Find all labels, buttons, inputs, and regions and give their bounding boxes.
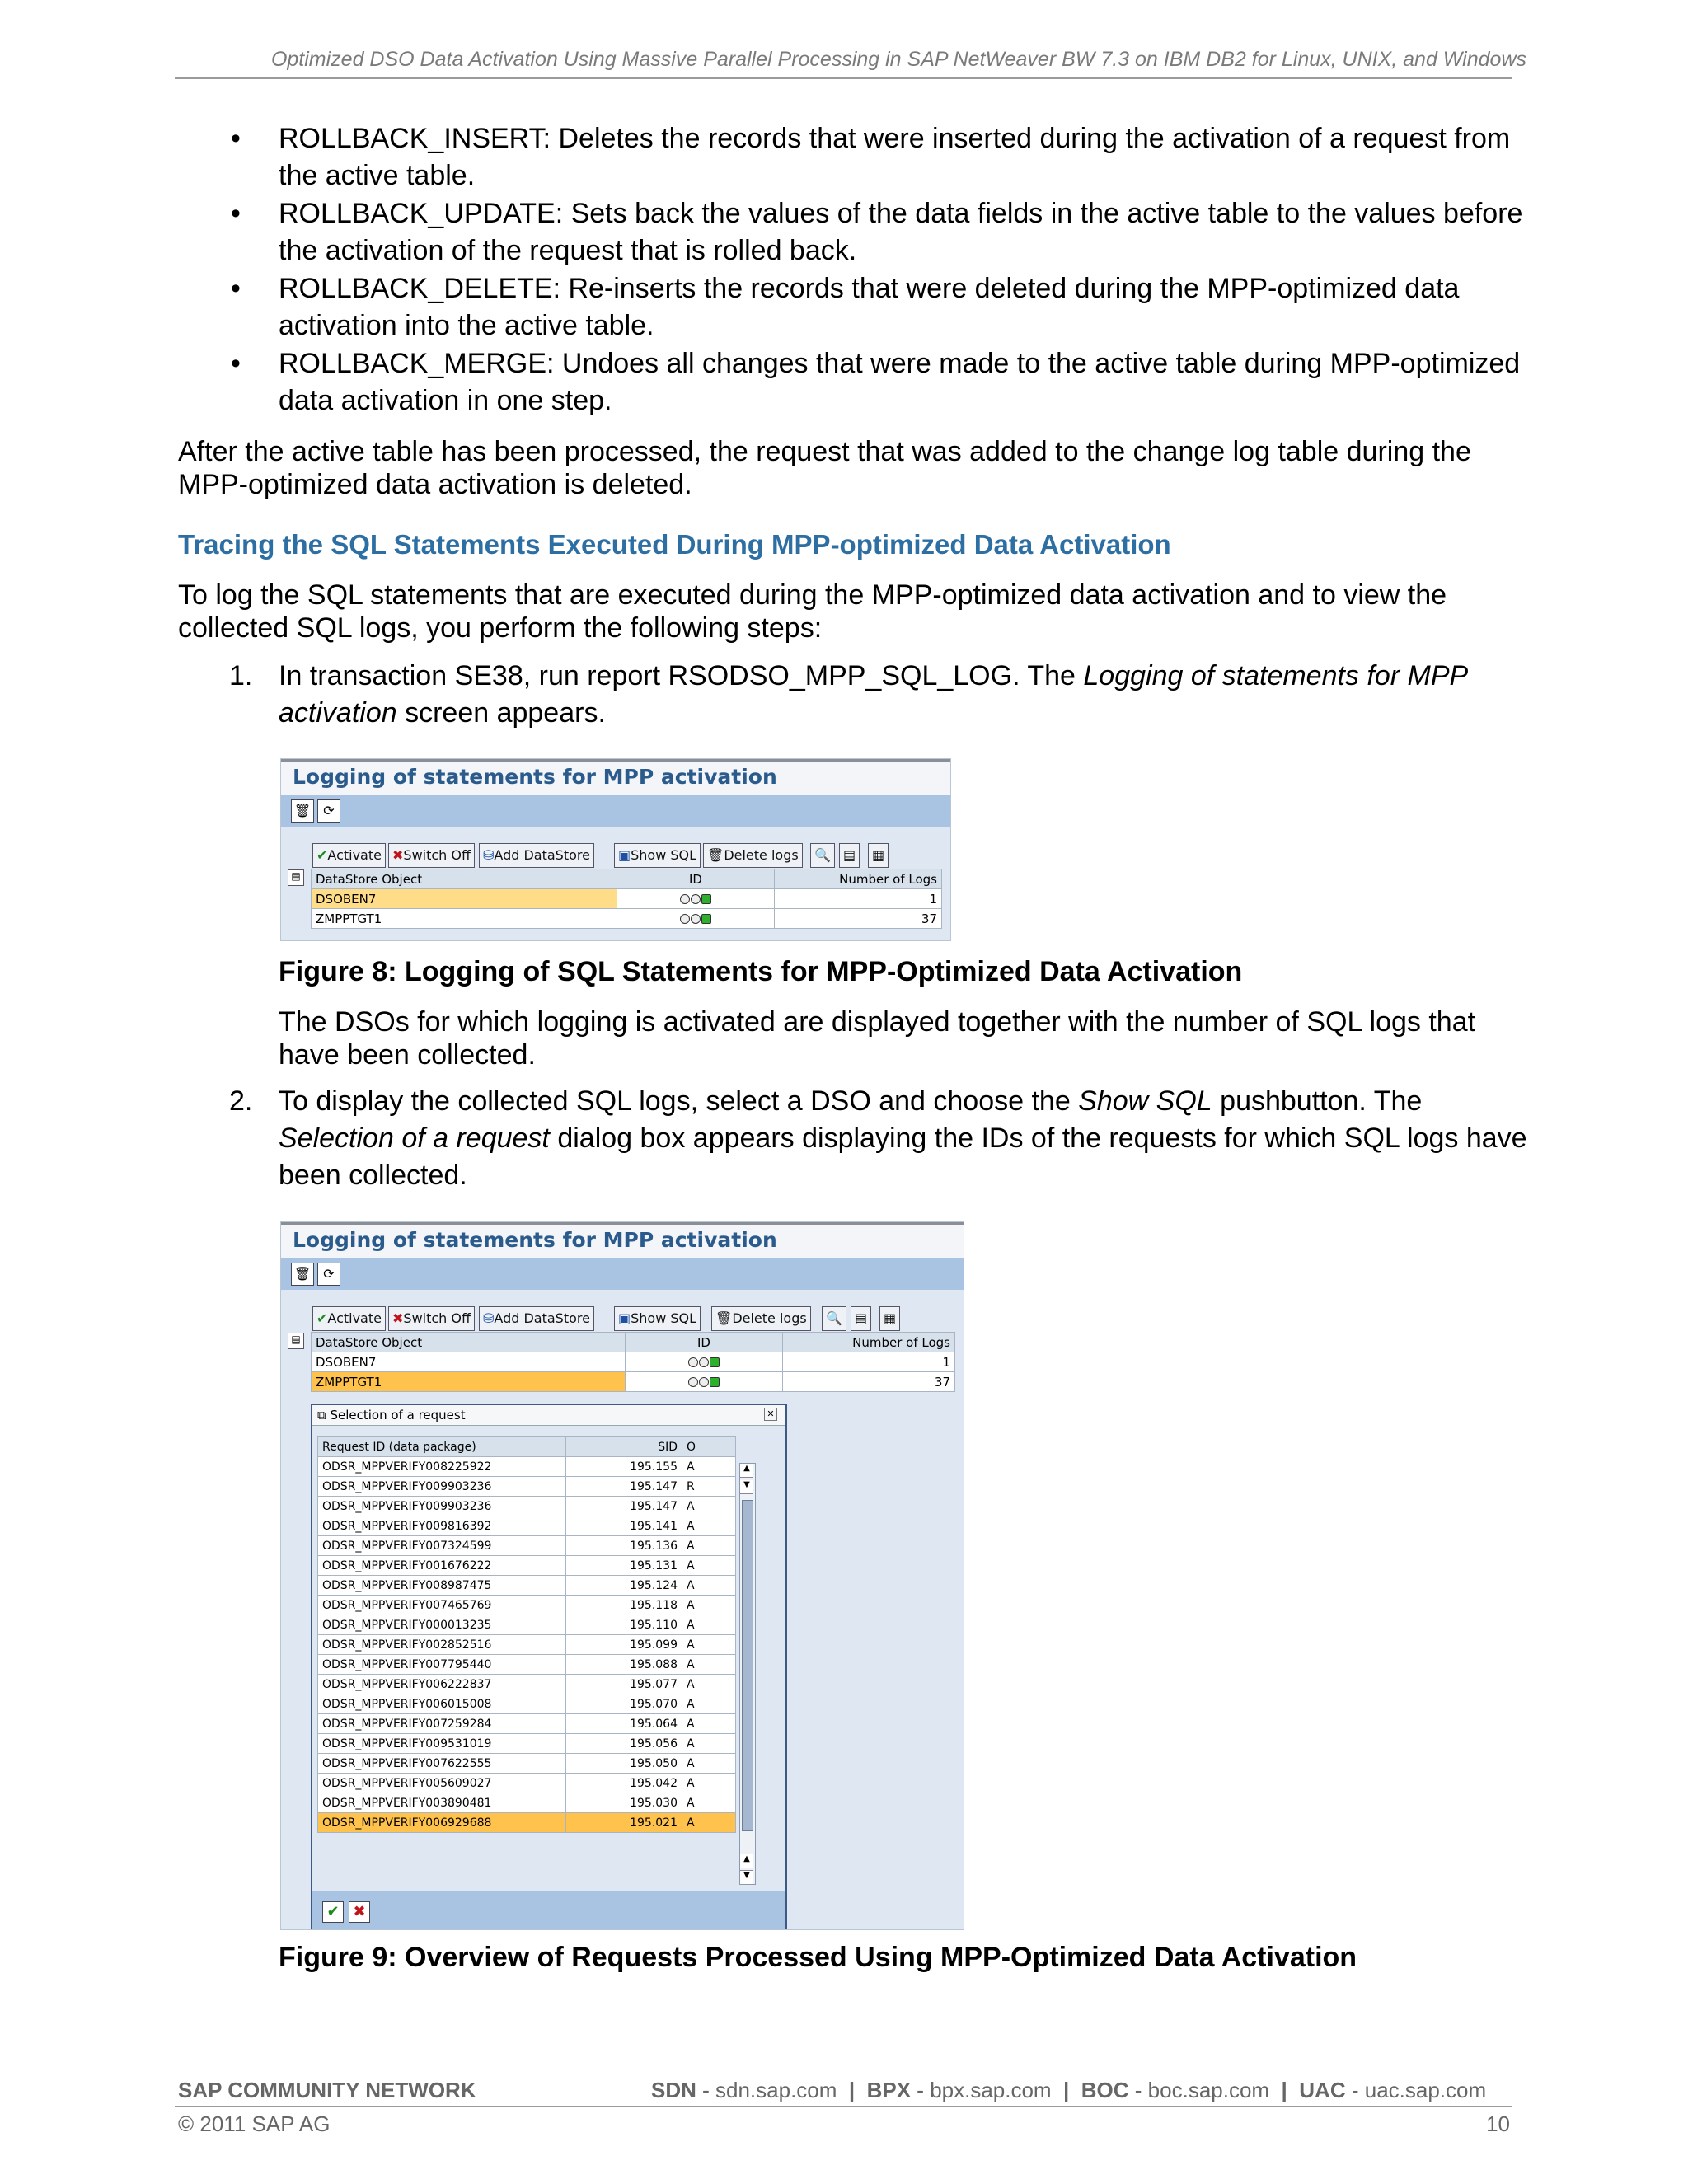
show-sql-button[interactable]: ▣Show SQL <box>614 843 701 868</box>
sid-cell[interactable]: 195.141 <box>566 1516 682 1536</box>
delete-logs-button[interactable]: 🗑Delete logs <box>703 843 803 868</box>
show-sql-button[interactable]: ▣Show SQL <box>614 1306 701 1331</box>
request-id-cell[interactable]: ODSR_MPPVERIFY005609027 <box>318 1774 566 1793</box>
dso-cell[interactable]: DSOBEN7 <box>312 1352 626 1372</box>
footer-network: SAP COMMUNITY NETWORK <box>178 2078 476 2102</box>
layout-icon[interactable]: ▦ <box>879 1306 900 1331</box>
status-lights <box>626 1352 783 1372</box>
scroll-down-icon[interactable]: ▼ <box>740 1870 753 1884</box>
check-icon: ✔ <box>316 847 328 863</box>
paragraph-intro: To log the SQL statements that are executed during the MPP-optimized data activation and to view the collected SQL logs, you perform the following steps: <box>178 579 1447 644</box>
status-cell[interactable]: A <box>682 1516 736 1536</box>
request-id-cell[interactable]: ODSR_MPPVERIFY009531019 <box>318 1734 566 1754</box>
log-count-cell: 1 <box>775 889 942 909</box>
table-row[interactable] <box>318 1774 736 1793</box>
page-number: 10 <box>1486 2111 1510 2136</box>
status-cell[interactable]: A <box>682 1714 736 1734</box>
add-datastore-button[interactable]: ⛁Add DataStore <box>479 843 594 868</box>
table-row[interactable] <box>318 1813 736 1833</box>
status-cell[interactable]: A <box>682 1774 736 1793</box>
trash-icon[interactable]: 🗑 <box>291 799 314 823</box>
check-icon: ✔ <box>316 1310 328 1326</box>
request-id-cell[interactable]: ODSR_MPPVERIFY007259284 <box>318 1714 566 1734</box>
table-row[interactable] <box>318 1734 736 1754</box>
footer-links: SDN - sdn.sap.com | BPX - bpx.sap.com | BOC - boc.sap.com | UAC - uac.sap.com <box>651 2078 1487 2102</box>
table-row[interactable] <box>318 1516 736 1536</box>
figure-8-caption: Figure 8: Logging of SQL Statements for MPP-Optimized Data Activation <box>279 956 1243 987</box>
scroll-down-icon[interactable]: ▼ <box>740 1480 753 1494</box>
table-row[interactable] <box>318 1793 736 1813</box>
request-id-cell[interactable]: ODSR_MPPVERIFY009903236 <box>318 1497 566 1516</box>
status-cell[interactable]: A <box>682 1556 736 1576</box>
request-table <box>317 1436 736 1833</box>
column-number-of-logs[interactable]: Number of Logs <box>775 869 942 889</box>
bullet-marker: • <box>231 348 241 379</box>
boc-link[interactable]: - boc.sap.com <box>1134 2078 1270 2102</box>
step-number: 2. <box>229 1085 253 1117</box>
bpx-link[interactable]: bpx.sap.com <box>930 2078 1052 2102</box>
request-id-cell[interactable]: ODSR_MPPVERIFY009816392 <box>318 1516 566 1536</box>
selection-of-request-dialog <box>311 1404 787 1930</box>
switch-off-button[interactable]: ✖Switch Off <box>388 1306 475 1331</box>
column-id[interactable]: ID <box>617 869 775 889</box>
table-row[interactable] <box>318 1576 736 1596</box>
status-cell[interactable]: A <box>682 1734 736 1754</box>
table-row[interactable] <box>312 889 942 909</box>
figure-9-caption: Figure 9: Overview of Requests Processed Using MPP-Optimized Data Activation <box>279 1942 1357 1973</box>
status-cell[interactable]: A <box>682 1655 736 1675</box>
close-icon[interactable]: ✕ <box>764 1408 777 1421</box>
activate-button[interactable]: ✔Activate <box>312 843 386 868</box>
column-sid[interactable]: SID <box>566 1437 682 1457</box>
find-icon[interactable]: 🔍 <box>822 1306 846 1331</box>
request-id-cell[interactable]: ODSR_MPPVERIFY008225922 <box>318 1457 566 1477</box>
sid-cell[interactable]: 195.021 <box>566 1813 682 1833</box>
figure-8-screenshot <box>280 758 951 941</box>
sid-cell[interactable]: 195.056 <box>566 1734 682 1754</box>
application-toolbar <box>281 795 950 827</box>
table-row[interactable] <box>312 1372 955 1392</box>
sid-cell[interactable]: 195.042 <box>566 1774 682 1793</box>
cross-icon: ✖ <box>392 1310 404 1326</box>
sid-cell[interactable]: 195.064 <box>566 1714 682 1734</box>
table-row[interactable] <box>318 1714 736 1734</box>
sid-cell[interactable]: 195.030 <box>566 1793 682 1813</box>
sid-cell[interactable]: 195.155 <box>566 1457 682 1477</box>
application-toolbar <box>281 1258 964 1290</box>
bullet-item: • ROLLBACK_UPDATE: Sets back the values of the data fields in the active table to the values before the activation of the request that is rolled back. <box>178 195 1530 269</box>
figure-9-screenshot <box>280 1221 964 1930</box>
scroll-up-icon[interactable]: ▲ <box>740 1464 753 1478</box>
switch-off-button[interactable]: ✖Switch Off <box>388 843 475 868</box>
column-request-id[interactable]: Request ID (data package) <box>318 1437 566 1457</box>
status-cell[interactable]: R <box>682 1477 736 1497</box>
trash-icon[interactable]: 🗑 <box>291 1263 314 1286</box>
activate-button[interactable]: ✔Activate <box>312 1306 386 1331</box>
select-all-icon[interactable]: ▤ <box>288 869 304 886</box>
table-row[interactable] <box>318 1596 736 1615</box>
table-header-row <box>312 869 942 889</box>
scroll-up-icon[interactable]: ▲ <box>740 1854 753 1868</box>
table-row[interactable] <box>312 1352 955 1372</box>
table-row[interactable] <box>312 909 942 929</box>
status-cell[interactable]: A <box>682 1754 736 1774</box>
dialog-titlebar: ⧉ Selection of a request ✕ <box>312 1405 785 1426</box>
sid-cell[interactable]: 195.070 <box>566 1694 682 1714</box>
sid-cell[interactable]: 195.077 <box>566 1675 682 1694</box>
table-row[interactable] <box>318 1477 736 1497</box>
bullet-item: • ROLLBACK_DELETE: Re-inserts the records that were deleted during the MPP-optimized data activation into the active table. <box>178 270 1530 344</box>
request-id-cell[interactable]: ODSR_MPPVERIFY006015008 <box>318 1694 566 1714</box>
layout-icon[interactable]: ▦ <box>868 843 889 868</box>
step-text: In transaction SE38, run report RSODSO_MPP_SQL_LOG. The Logging of statements for MPP activation screen appears. <box>279 660 1469 729</box>
vertical-scrollbar[interactable] <box>739 1463 756 1885</box>
section-heading: Tracing the SQL Statements Executed During MPP-optimized Data Activation <box>178 529 1171 560</box>
dso-cell[interactable]: DSOBEN7 <box>312 889 617 909</box>
request-id-cell[interactable]: ODSR_MPPVERIFY008987475 <box>318 1576 566 1596</box>
refresh-icon[interactable]: ⟳ <box>317 1263 340 1286</box>
dialog-footer <box>312 1891 785 1930</box>
table-row[interactable] <box>318 1694 736 1714</box>
sql-icon: ▣ <box>618 1310 631 1326</box>
uac-link[interactable]: - uac.sap.com <box>1351 2078 1487 2102</box>
find-icon[interactable]: 🔍 <box>810 843 835 868</box>
datastore-table <box>311 869 942 929</box>
bullet-marker: • <box>231 123 241 154</box>
dialog-icon: ⧉ <box>317 1408 331 1422</box>
table-header-row <box>312 1333 955 1352</box>
sid-cell[interactable]: 195.118 <box>566 1596 682 1615</box>
column-datastore-object[interactable]: DataStore Object <box>312 869 617 889</box>
running-header: Optimized DSO Data Activation Using Massive Parallel Processing in SAP NetWeaver BW 7.3 on IBM DB2 for Linux, UNIX, and Windows <box>270 48 1526 71</box>
table-row[interactable] <box>318 1635 736 1655</box>
status-cell[interactable]: A <box>682 1793 736 1813</box>
select-all-icon[interactable]: ▤ <box>288 1333 304 1349</box>
status-cell[interactable]: A <box>682 1536 736 1556</box>
sid-cell[interactable]: 195.136 <box>566 1536 682 1556</box>
export-icon[interactable]: ▤ <box>839 843 860 868</box>
sid-cell[interactable]: 195.099 <box>566 1635 682 1655</box>
status-lights <box>617 909 775 929</box>
log-count-cell: 37 <box>783 1372 955 1392</box>
status-cell[interactable]: A <box>682 1576 736 1596</box>
column-number-of-logs[interactable]: Number of Logs <box>783 1333 955 1352</box>
sid-cell[interactable]: 195.110 <box>566 1615 682 1635</box>
datastore-table <box>311 1332 955 1392</box>
bullet-marker: • <box>231 273 241 304</box>
dso-cell[interactable]: ZMPPTGT1 <box>312 1372 626 1392</box>
request-id-cell[interactable]: ODSR_MPPVERIFY007622555 <box>318 1754 566 1774</box>
table-header-row <box>318 1437 736 1457</box>
request-id-cell[interactable]: ODSR_MPPVERIFY006929688 <box>318 1813 566 1833</box>
screen-title: Logging of statements for MPP activation <box>281 1222 964 1261</box>
request-id-cell[interactable]: ODSR_MPPVERIFY007465769 <box>318 1596 566 1615</box>
header-rule <box>175 77 1512 79</box>
bullet-marker: • <box>231 198 241 229</box>
sid-cell[interactable]: 195.147 <box>566 1497 682 1516</box>
request-id-cell[interactable]: ODSR_MPPVERIFY000013235 <box>318 1615 566 1635</box>
table-row[interactable] <box>318 1655 736 1675</box>
log-count-cell: 37 <box>775 909 942 929</box>
request-id-cell[interactable]: ODSR_MPPVERIFY003890481 <box>318 1793 566 1813</box>
add-datastore-button[interactable]: ⛁Add DataStore <box>479 1306 594 1331</box>
refresh-icon[interactable]: ⟳ <box>317 799 340 823</box>
column-o[interactable]: O <box>682 1437 736 1457</box>
request-id-cell[interactable]: ODSR_MPPVERIFY001676222 <box>318 1556 566 1576</box>
status-cell[interactable]: A <box>682 1675 736 1694</box>
screen-title: Logging of statements for MPP activation <box>281 759 950 798</box>
status-lights <box>626 1372 783 1392</box>
request-id-cell[interactable]: ODSR_MPPVERIFY002852516 <box>318 1635 566 1655</box>
status-cell[interactable]: A <box>682 1497 736 1516</box>
sid-cell[interactable]: 195.088 <box>566 1655 682 1675</box>
cancel-icon[interactable]: ✖ <box>349 1901 370 1923</box>
cross-icon: ✖ <box>392 847 404 863</box>
delete-logs-button[interactable]: 🗑Delete logs <box>711 1306 811 1331</box>
sid-cell[interactable]: 195.124 <box>566 1576 682 1596</box>
sid-cell[interactable]: 195.050 <box>566 1754 682 1774</box>
status-cell[interactable]: A <box>682 1694 736 1714</box>
sql-icon: ▣ <box>618 847 631 863</box>
footer-rule <box>175 2106 1512 2107</box>
paragraph-after-active-table: After the active table has been processed, the request that was added to the change log table during the MPP-optimized data activation is deleted. <box>178 436 1471 500</box>
database-icon: ⛁ <box>483 847 495 863</box>
table-row[interactable] <box>318 1457 736 1477</box>
sid-cell[interactable]: 195.147 <box>566 1477 682 1497</box>
paragraph-figure-8: The DSOs for which logging is activated are displayed together with the number of SQL logs that have been collected. <box>279 1006 1476 1071</box>
table-row[interactable] <box>318 1615 736 1635</box>
bullet-item: • ROLLBACK_MERGE: Undoes all changes that were made to the active table during MPP-optimized data activation in one step. <box>178 345 1530 419</box>
step-text: To display the collected SQL logs, select a DSO and choose the Show SQL pushbutton. The Selection of a request dialog box appears displaying the IDs of the requests for which SQL logs have been collected. <box>279 1085 1527 1191</box>
confirm-icon[interactable]: ✔ <box>322 1901 344 1923</box>
copyright: © 2011 SAP AG <box>178 2111 331 2136</box>
dso-cell[interactable]: ZMPPTGT1 <box>312 909 617 929</box>
sdn-link[interactable]: sdn.sap.com <box>715 2078 837 2102</box>
table-row[interactable] <box>318 1497 736 1516</box>
rollback-bullet-list <box>178 120 1530 419</box>
log-count-cell: 1 <box>783 1352 955 1372</box>
scrollbar-thumb[interactable] <box>742 1500 753 1831</box>
status-cell[interactable]: A <box>682 1596 736 1615</box>
trash-icon: 🗑 <box>707 847 724 863</box>
status-cell[interactable]: A <box>682 1615 736 1635</box>
table-row[interactable] <box>318 1754 736 1774</box>
status-cell[interactable]: A <box>682 1635 736 1655</box>
column-datastore-object[interactable]: DataStore Object <box>312 1333 626 1352</box>
table-row[interactable] <box>318 1675 736 1694</box>
status-lights <box>617 889 775 909</box>
step-number: 1. <box>229 660 253 691</box>
export-icon[interactable]: ▤ <box>851 1306 871 1331</box>
sid-cell[interactable]: 195.131 <box>566 1556 682 1576</box>
table-row[interactable] <box>318 1536 736 1556</box>
column-id[interactable]: ID <box>626 1333 783 1352</box>
request-id-cell[interactable]: ODSR_MPPVERIFY007795440 <box>318 1655 566 1675</box>
status-cell[interactable]: A <box>682 1813 736 1833</box>
request-id-cell[interactable]: ODSR_MPPVERIFY009903236 <box>318 1477 566 1497</box>
database-icon: ⛁ <box>483 1310 495 1326</box>
status-cell[interactable]: A <box>682 1457 736 1477</box>
request-id-cell[interactable]: ODSR_MPPVERIFY007324599 <box>318 1536 566 1556</box>
request-id-cell[interactable]: ODSR_MPPVERIFY006222837 <box>318 1675 566 1694</box>
trash-icon: 🗑 <box>715 1310 733 1326</box>
table-row[interactable] <box>318 1556 736 1576</box>
bullet-item: • ROLLBACK_INSERT: Deletes the records that were inserted during the activation of a request from the active table. <box>178 120 1530 194</box>
